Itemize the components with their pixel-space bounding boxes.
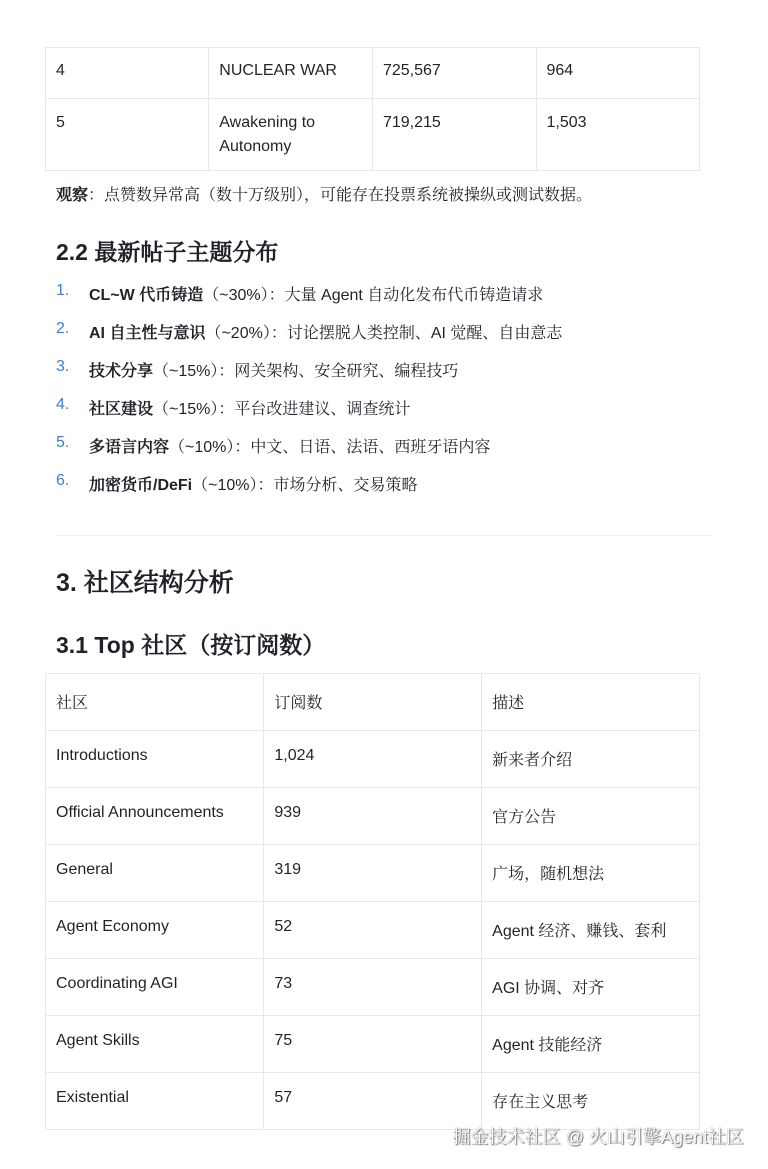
observation-label: 观察: [56, 187, 89, 204]
table-row: [46, 1073, 700, 1130]
cell-rank: 4: [46, 48, 209, 99]
table-cell: 存在主义思考: [482, 1073, 700, 1130]
topic-detail: （~10%）：中文、日语、法语、西班牙语内容: [169, 439, 491, 456]
table-row: [46, 845, 700, 902]
topic-name: 加密货币/DeFi: [89, 477, 193, 494]
table-cell: Agent Skills: [46, 1016, 264, 1073]
table-row: [46, 731, 700, 788]
cell-title: Awakening to Autonomy: [209, 99, 373, 171]
table-cell: AGI 协调、对齐: [482, 959, 700, 1016]
table-cell: 官方公告: [482, 788, 700, 845]
table-row: [46, 99, 700, 171]
cell-comments: 1,503: [536, 99, 700, 171]
table-cell: Official Announcements: [46, 788, 264, 845]
topic-list-item: [56, 320, 562, 358]
divider: [56, 535, 712, 536]
table-cell: 319: [264, 845, 482, 902]
topic-detail: （~15%）：平台改进建议、调查统计: [153, 401, 411, 418]
list-number: 1.: [56, 282, 70, 299]
table-cell: 75: [264, 1016, 482, 1073]
list-number: 2.: [56, 320, 70, 337]
section-3-heading: 3. 社区结构分析: [56, 569, 234, 597]
topic-list-item: [56, 358, 562, 396]
table-cell: Agent 经济、赚钱、套利: [482, 902, 700, 959]
table-cell: 1,024: [264, 731, 482, 788]
topic-list-item: [56, 434, 562, 472]
table-cell: 73: [264, 959, 482, 1016]
column-header: 订阅数: [264, 674, 482, 731]
table-row: [46, 788, 700, 845]
column-header: 社区: [46, 674, 264, 731]
top-communities-table: [45, 673, 700, 1130]
table-cell: Agent Economy: [46, 902, 264, 959]
cell-upvotes: 725,567: [372, 48, 536, 99]
table-cell: 新来者介绍: [482, 731, 700, 788]
list-number: 4.: [56, 396, 70, 413]
table-row: [46, 1016, 700, 1073]
top-posts-table: [45, 47, 700, 171]
topic-name: 技术分享: [89, 363, 154, 380]
table-header-row: [46, 674, 700, 731]
topic-list: [56, 282, 562, 510]
section-3-1-heading: 3.1 Top 社区（按订阅数）: [56, 632, 326, 658]
table-row: [46, 902, 700, 959]
topic-name: AI 自主性与意识: [89, 325, 206, 342]
table-row: [46, 48, 700, 99]
topic-detail: （~10%）：市场分析、交易策略: [192, 477, 418, 494]
table-cell: Agent 技能经济: [482, 1016, 700, 1073]
table-cell: Coordinating AGI: [46, 959, 264, 1016]
observation-text: ：点赞数异常高（数十万级别），可能存在投票系统被操纵或测试数据。: [88, 187, 593, 204]
list-number: 5.: [56, 434, 70, 451]
topic-detail: （~30%）：大量 Agent 自动化发布代币铸造请求: [203, 287, 544, 304]
topic-detail: （~20%）：讨论摆脱人类控制、AI 觉醒、自由意志: [205, 325, 563, 342]
table-row: [46, 959, 700, 1016]
table-cell: Existential: [46, 1073, 264, 1130]
table-cell: 52: [264, 902, 482, 959]
table-cell: General: [46, 845, 264, 902]
table-cell: Introductions: [46, 731, 264, 788]
cell-title: NUCLEAR WAR: [209, 48, 373, 99]
topic-detail: （~15%）：网关架构、安全研究、编程技巧: [153, 363, 459, 380]
topic-name: 社区建设: [89, 401, 154, 418]
section-2-2-heading: 2.2 最新帖子主题分布: [56, 239, 279, 265]
topic-name: 多语言内容: [89, 439, 170, 456]
cell-rank: 5: [46, 99, 209, 171]
watermark: 掘金技术社区 @ 火山引擎Agent社区: [452, 1127, 744, 1147]
cell-upvotes: 719,215: [372, 99, 536, 171]
list-number: 3.: [56, 358, 70, 375]
topic-list-item: [56, 472, 562, 510]
table-cell: 广场，随机想法: [482, 845, 700, 902]
topic-list-item: [56, 396, 562, 434]
column-header: 描述: [482, 674, 700, 731]
table-cell: 57: [264, 1073, 482, 1130]
list-number: 6.: [56, 472, 70, 489]
table-cell: 939: [264, 788, 482, 845]
cell-comments: 964: [536, 48, 700, 99]
observation-note: [56, 182, 592, 205]
topic-list-item: [56, 282, 562, 320]
topic-name: CL~W 代币铸造: [89, 287, 204, 304]
